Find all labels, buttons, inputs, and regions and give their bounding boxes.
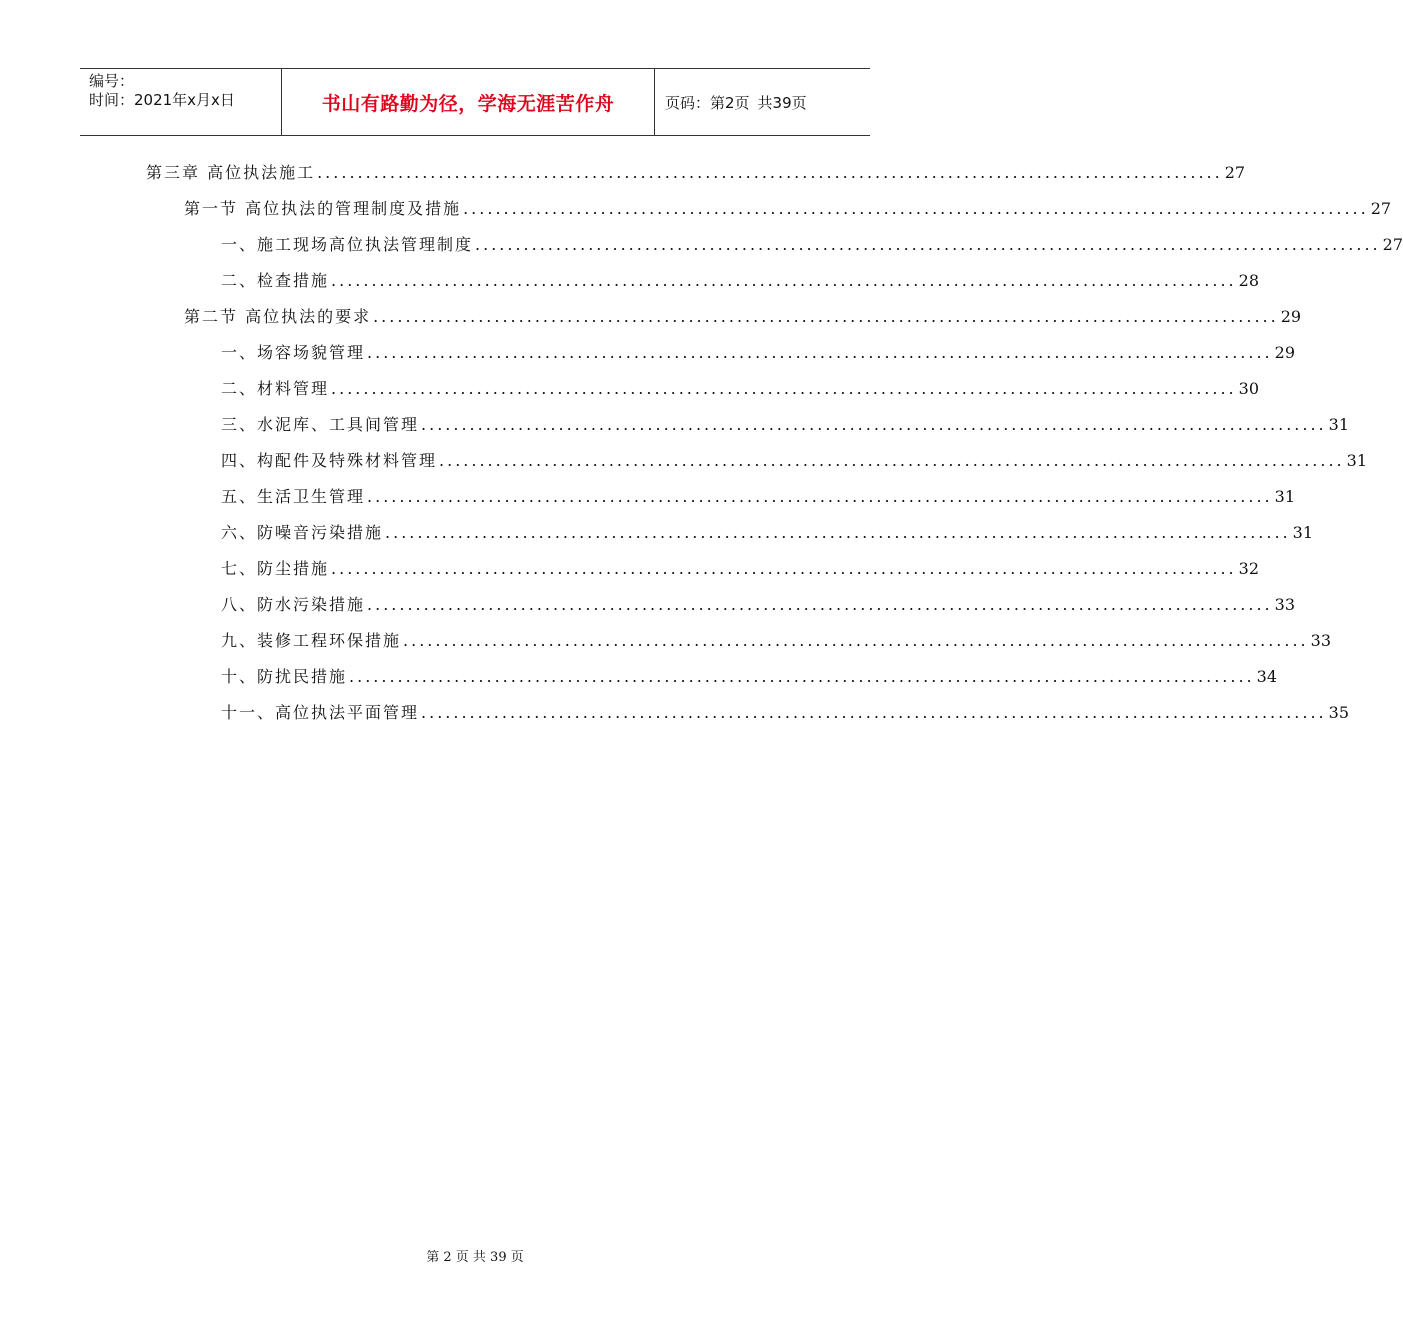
toc-entry-item[interactable] (221, 268, 1259, 294)
toc-entry-title: 一、场容场貌管理 (221, 343, 366, 362)
toc-leader-dots: ................................................................................................................ (331, 271, 1237, 290)
header-motto: 书山有路勤为径，学海无涯苦作舟 (282, 69, 655, 135)
toc-leader-dots: ................................................................................................................ (475, 235, 1381, 254)
toc-entry-title: 九、装修工程环保措施 (221, 631, 402, 650)
toc-leader-dots: ................................................................................................................ (373, 307, 1279, 326)
toc-entry-item[interactable] (221, 592, 1295, 618)
toc-entry-title: 三、水泥库、工具间管理 (221, 415, 420, 434)
header-page-info (655, 69, 870, 135)
toc-entry-section-2[interactable] (184, 304, 1302, 330)
toc-entry-title: 六、防噪音污染措施 (221, 523, 384, 542)
toc-entry-page: 31 (1292, 523, 1313, 542)
toc-leader-dots: ................................................................................................................ (331, 559, 1237, 578)
header-page-total: 共39页 (757, 93, 807, 112)
page-footer: 第 2 页 共 39 页 (426, 1250, 524, 1265)
toc-leader-dots: ................................................................................................................ (421, 415, 1327, 434)
document-number-label: 编号： (89, 72, 135, 90)
toc-leader-dots: ................................................................................................................ (317, 163, 1223, 182)
toc-entry-item[interactable] (221, 520, 1313, 546)
toc-entry-item[interactable] (221, 448, 1367, 474)
toc-entry-item[interactable] (221, 664, 1277, 690)
toc-entry-page: 30 (1238, 379, 1259, 398)
toc-leader-dots: ................................................................................................................ (331, 379, 1237, 398)
document-date-label: 时间：2021年x月x日 (89, 91, 235, 109)
toc-entry-title: 第三章 高位执法施工 (146, 163, 316, 182)
toc-leader-dots: ................................................................................................................ (367, 595, 1273, 614)
toc-leader-dots: ................................................................................................................ (463, 199, 1369, 218)
toc-entry-title: 十一、高位执法平面管理 (221, 703, 420, 722)
toc-entry-chapter-3[interactable] (146, 160, 1246, 186)
toc-entry-page: 28 (1238, 271, 1259, 290)
toc-leader-dots: ................................................................................................................ (349, 667, 1255, 686)
toc-entry-page: 34 (1256, 667, 1277, 686)
toc-leader-dots: ................................................................................................................ (439, 451, 1345, 470)
page-header (80, 68, 870, 136)
toc-entry-page: 29 (1274, 343, 1295, 362)
toc-entry-title: 四、构配件及特殊材料管理 (221, 451, 438, 470)
toc-leader-dots: ................................................................................................................ (367, 343, 1273, 362)
toc-entry-title: 第二节 高位执法的要求 (184, 307, 372, 326)
toc-entry-item[interactable] (221, 340, 1295, 366)
toc-entry-page: 33 (1310, 631, 1331, 650)
header-meta (80, 69, 282, 135)
toc-leader-dots: ................................................................................................................ (403, 631, 1309, 650)
toc-entry-page: 35 (1328, 703, 1349, 722)
toc-entry-item[interactable] (221, 700, 1349, 726)
toc-entry-title: 第一节 高位执法的管理制度及措施 (184, 199, 462, 218)
toc-leader-dots: ................................................................................................................ (385, 523, 1291, 542)
toc-leader-dots: ................................................................................................................ (421, 703, 1327, 722)
toc-entry-page: 33 (1274, 595, 1295, 614)
header-page-number: 页码：第2页 (665, 93, 750, 112)
toc-entry-section-1[interactable] (184, 196, 1392, 222)
toc-entry-item[interactable] (221, 628, 1331, 654)
toc-entry-title: 七、防尘措施 (221, 559, 330, 578)
toc-entry-page: 27 (1370, 199, 1392, 218)
toc-entry-page: 31 (1328, 415, 1349, 434)
toc-entry-title: 二、检查措施 (221, 271, 330, 290)
toc-entry-page: 27 (1224, 163, 1246, 182)
toc-entry-item[interactable] (221, 412, 1349, 438)
toc-entry-item[interactable] (221, 556, 1259, 582)
toc-entry-item[interactable] (221, 232, 1403, 258)
toc-entry-page: 31 (1274, 487, 1295, 506)
toc-leader-dots: ................................................................................................................ (367, 487, 1273, 506)
toc-entry-page: 31 (1346, 451, 1367, 470)
toc-entry-title: 十、防扰民措施 (221, 667, 348, 686)
toc-entry-page: 29 (1280, 307, 1302, 326)
toc-entry-title: 二、材料管理 (221, 379, 330, 398)
toc-entry-page: 27 (1382, 235, 1403, 254)
toc-entry-title: 八、防水污染措施 (221, 595, 366, 614)
toc-entry-title: 五、生活卫生管理 (221, 487, 366, 506)
toc-entry-page: 32 (1238, 559, 1259, 578)
toc-entry-item[interactable] (221, 376, 1259, 402)
toc-entry-title: 一、施工现场高位执法管理制度 (221, 235, 474, 254)
toc-entry-item[interactable] (221, 484, 1295, 510)
